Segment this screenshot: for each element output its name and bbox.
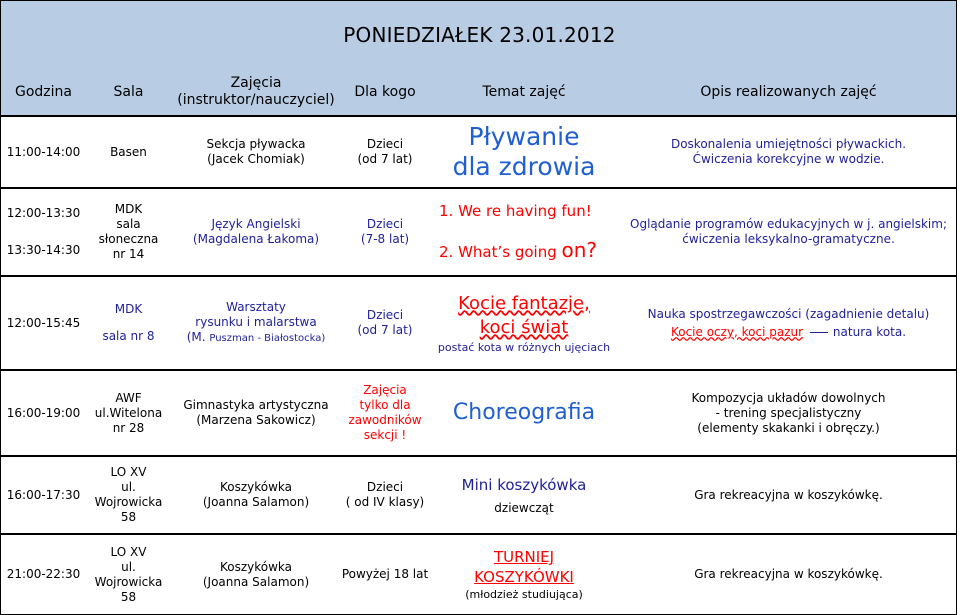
schedule-header [0,0,957,116]
dla-kogo-line: sekcji ! [363,428,407,442]
dla-kogo-line: Dzieci [366,308,404,322]
opis-line: - trening specjalistyczny [715,405,862,420]
zajecia-line: (Joanna Salamon) [202,495,310,509]
header-zajecia [171,69,341,115]
zajecia-line [187,330,326,346]
temat-line: koci świat [479,316,569,338]
temat-line: TURNIEJ [493,548,555,566]
zajecia-fragment: (M. [186,330,210,344]
cell-dla-kogo [341,457,429,533]
dla-kogo-line: (od 7 lat) [357,323,413,337]
schedule-row [0,188,957,276]
sala-line: MDK [114,202,143,216]
cell-zajecia [171,117,341,187]
zajecia-line: (Marzena Sakowicz) [196,413,316,427]
cell-sala: Basen [110,144,147,159]
sala-line: MDK [114,302,143,316]
cell-temat [429,117,619,187]
temat-line: KOSZYKÓWKI [474,568,574,586]
temat-fragment: 2. What’s going [439,243,562,261]
temat-line: 1. We re having fun! [439,202,592,220]
cell-time: 12:00-15:45 [6,315,81,330]
cell-sala [86,277,171,369]
sala-line: sala słoneczna [98,217,159,246]
dla-kogo-line: Dzieci [366,137,404,151]
cell-temat [429,535,619,614]
schedule-row [0,456,957,534]
cell-opis [619,117,958,187]
opis-line: (elementy skakanki i obręczy.) [697,420,880,435]
dla-kogo-line: zawodników [348,413,422,427]
temat-line: dla zdrowia [452,152,596,181]
cell-time [1,189,86,275]
opis-line: Nauka spostrzegawczości (zagadnienie detalu) [647,306,930,321]
cell-dla-kogo [341,371,429,455]
zajecia-fragment: Puszman - Białostocka) [209,333,326,344]
opis-fragment [807,325,906,339]
temat-line: (młodzież studiująca) [465,588,583,601]
zajecia-line: Koszykówka [219,480,293,494]
page-title: PONIEDZIAŁEK 23.01.2012 [343,23,616,47]
cell-sala [86,457,171,533]
cell-temat [429,277,619,369]
zajecia-line: Koszykówka [219,559,293,574]
sala-line: nr 14 [112,247,145,261]
temat-line: dziewcząt [494,500,554,515]
sala-line: ul. Wojrowicka [94,559,163,589]
schedule-row [0,116,957,188]
cell-opis [619,277,958,369]
cell-sala [86,535,171,614]
dla-kogo-line: Zajęcia [363,383,407,397]
cell-dla-kogo: Powyżej 18 lat [341,567,429,581]
schedule-row [0,276,957,370]
time-line: 13:30-14:30 [6,243,81,257]
dla-kogo-line: (od 7 lat) [357,152,413,166]
temat-line: Pływanie [468,122,580,151]
header-opis: Opis realizowanych zajęć [700,83,877,100]
header-zajecia-line1: Zajęcia [230,75,282,91]
opis-line: Doskonalenia umiejętności pływackich. [670,137,907,151]
dla-kogo-line: Dzieci [366,480,404,494]
opis-line [671,325,906,340]
cell-zajecia [171,535,341,614]
dla-kogo-line: tylko dla [359,398,411,412]
dla-kogo-line: (7-8 lat) [360,232,410,246]
cell-time: 21:00-22:30 [6,567,81,581]
zajecia-line: Język Angielski [211,217,301,231]
cell-dla-kogo [341,277,429,369]
schedule-row [0,370,957,456]
cell-time: 11:00-14:00 [6,144,81,159]
header-godzina: Godzina [15,83,72,100]
dla-kogo-line: Dzieci [366,217,404,231]
zajecia-line: rysunku i malarstwa [195,315,317,329]
zajecia-line: (Jacek Chomiak) [207,152,305,166]
temat-line: Choreografia [452,400,596,425]
header-temat: Temat zajęć [482,83,566,100]
cell-opis: Gra rekreacyjna w koszykówkę. [694,567,883,581]
cell-opis: Gra rekreacyjna w koszykówkę. [694,487,883,502]
header-zajecia-line2: (instruktor/nauczyciel) [177,92,335,108]
cell-temat [429,371,619,455]
temat-line: Kocie fantazje, [458,292,590,314]
cell-temat [429,189,629,275]
temat-line: postać kota w różnych ujęciach [437,340,611,354]
temat-line: Mini koszykówka [461,475,587,494]
sala-line: nr 28 [112,420,145,435]
zajecia-line: (Joanna Salamon) [202,574,310,589]
sala-line: 58 [120,589,137,604]
opis-fragment-text: natura kota. [832,324,907,339]
cell-sala [86,371,171,455]
cell-dla-kogo [341,189,429,275]
sala-line: LO XV [110,544,147,559]
sala-line: LO XV [110,465,147,479]
cell-opis [619,371,958,455]
sala-line: ul.Witelona [94,405,163,420]
zajecia-line: Gimnastyka artystyczna [183,398,329,412]
cell-zajecia [171,371,341,455]
dash-line [810,332,828,333]
time-line: 12:00-13:30 [6,206,81,220]
cell-zajecia [171,189,341,275]
cell-time: 16:00-19:00 [6,405,81,420]
temat-line-2 [439,240,597,262]
opis-line: ćwiczenia leksykalno-gramatyczne. [682,232,895,246]
sala-line: ul. Wojrowicka [94,480,163,509]
cell-time: 16:00-17:30 [6,487,81,502]
cell-dla-kogo [341,117,429,187]
header-sala: Sala [113,83,144,100]
cell-zajecia [171,457,341,533]
cell-zajecia [171,277,341,369]
zajecia-line: Sekcja pływacka [206,137,306,151]
sala-line: AWF [115,390,142,405]
temat-fragment: on? [561,238,598,262]
opis-fragment: Kocie oczy, koci pazur [670,324,804,339]
cell-temat [429,457,619,533]
dla-kogo-line: ( od IV klasy) [345,495,425,509]
sala-line: sala nr 8 [102,329,155,343]
header-dla-kogo: Dla kogo [354,83,416,100]
zajecia-line: Warsztaty [226,300,286,314]
opis-line: Ćwiczenia korekcyjne w wodzie. [692,152,885,166]
opis-line: Oglądanie programów edukacyjnych w j. angielskim; [630,217,947,231]
schedule-row [0,534,957,615]
sala-line: 58 [120,510,137,524]
opis-line: Kompozycja układów dowolnych [691,390,886,405]
cell-opis [619,189,958,275]
zajecia-line: (Magdalena Łakoma) [192,232,320,246]
cell-sala [86,189,171,275]
